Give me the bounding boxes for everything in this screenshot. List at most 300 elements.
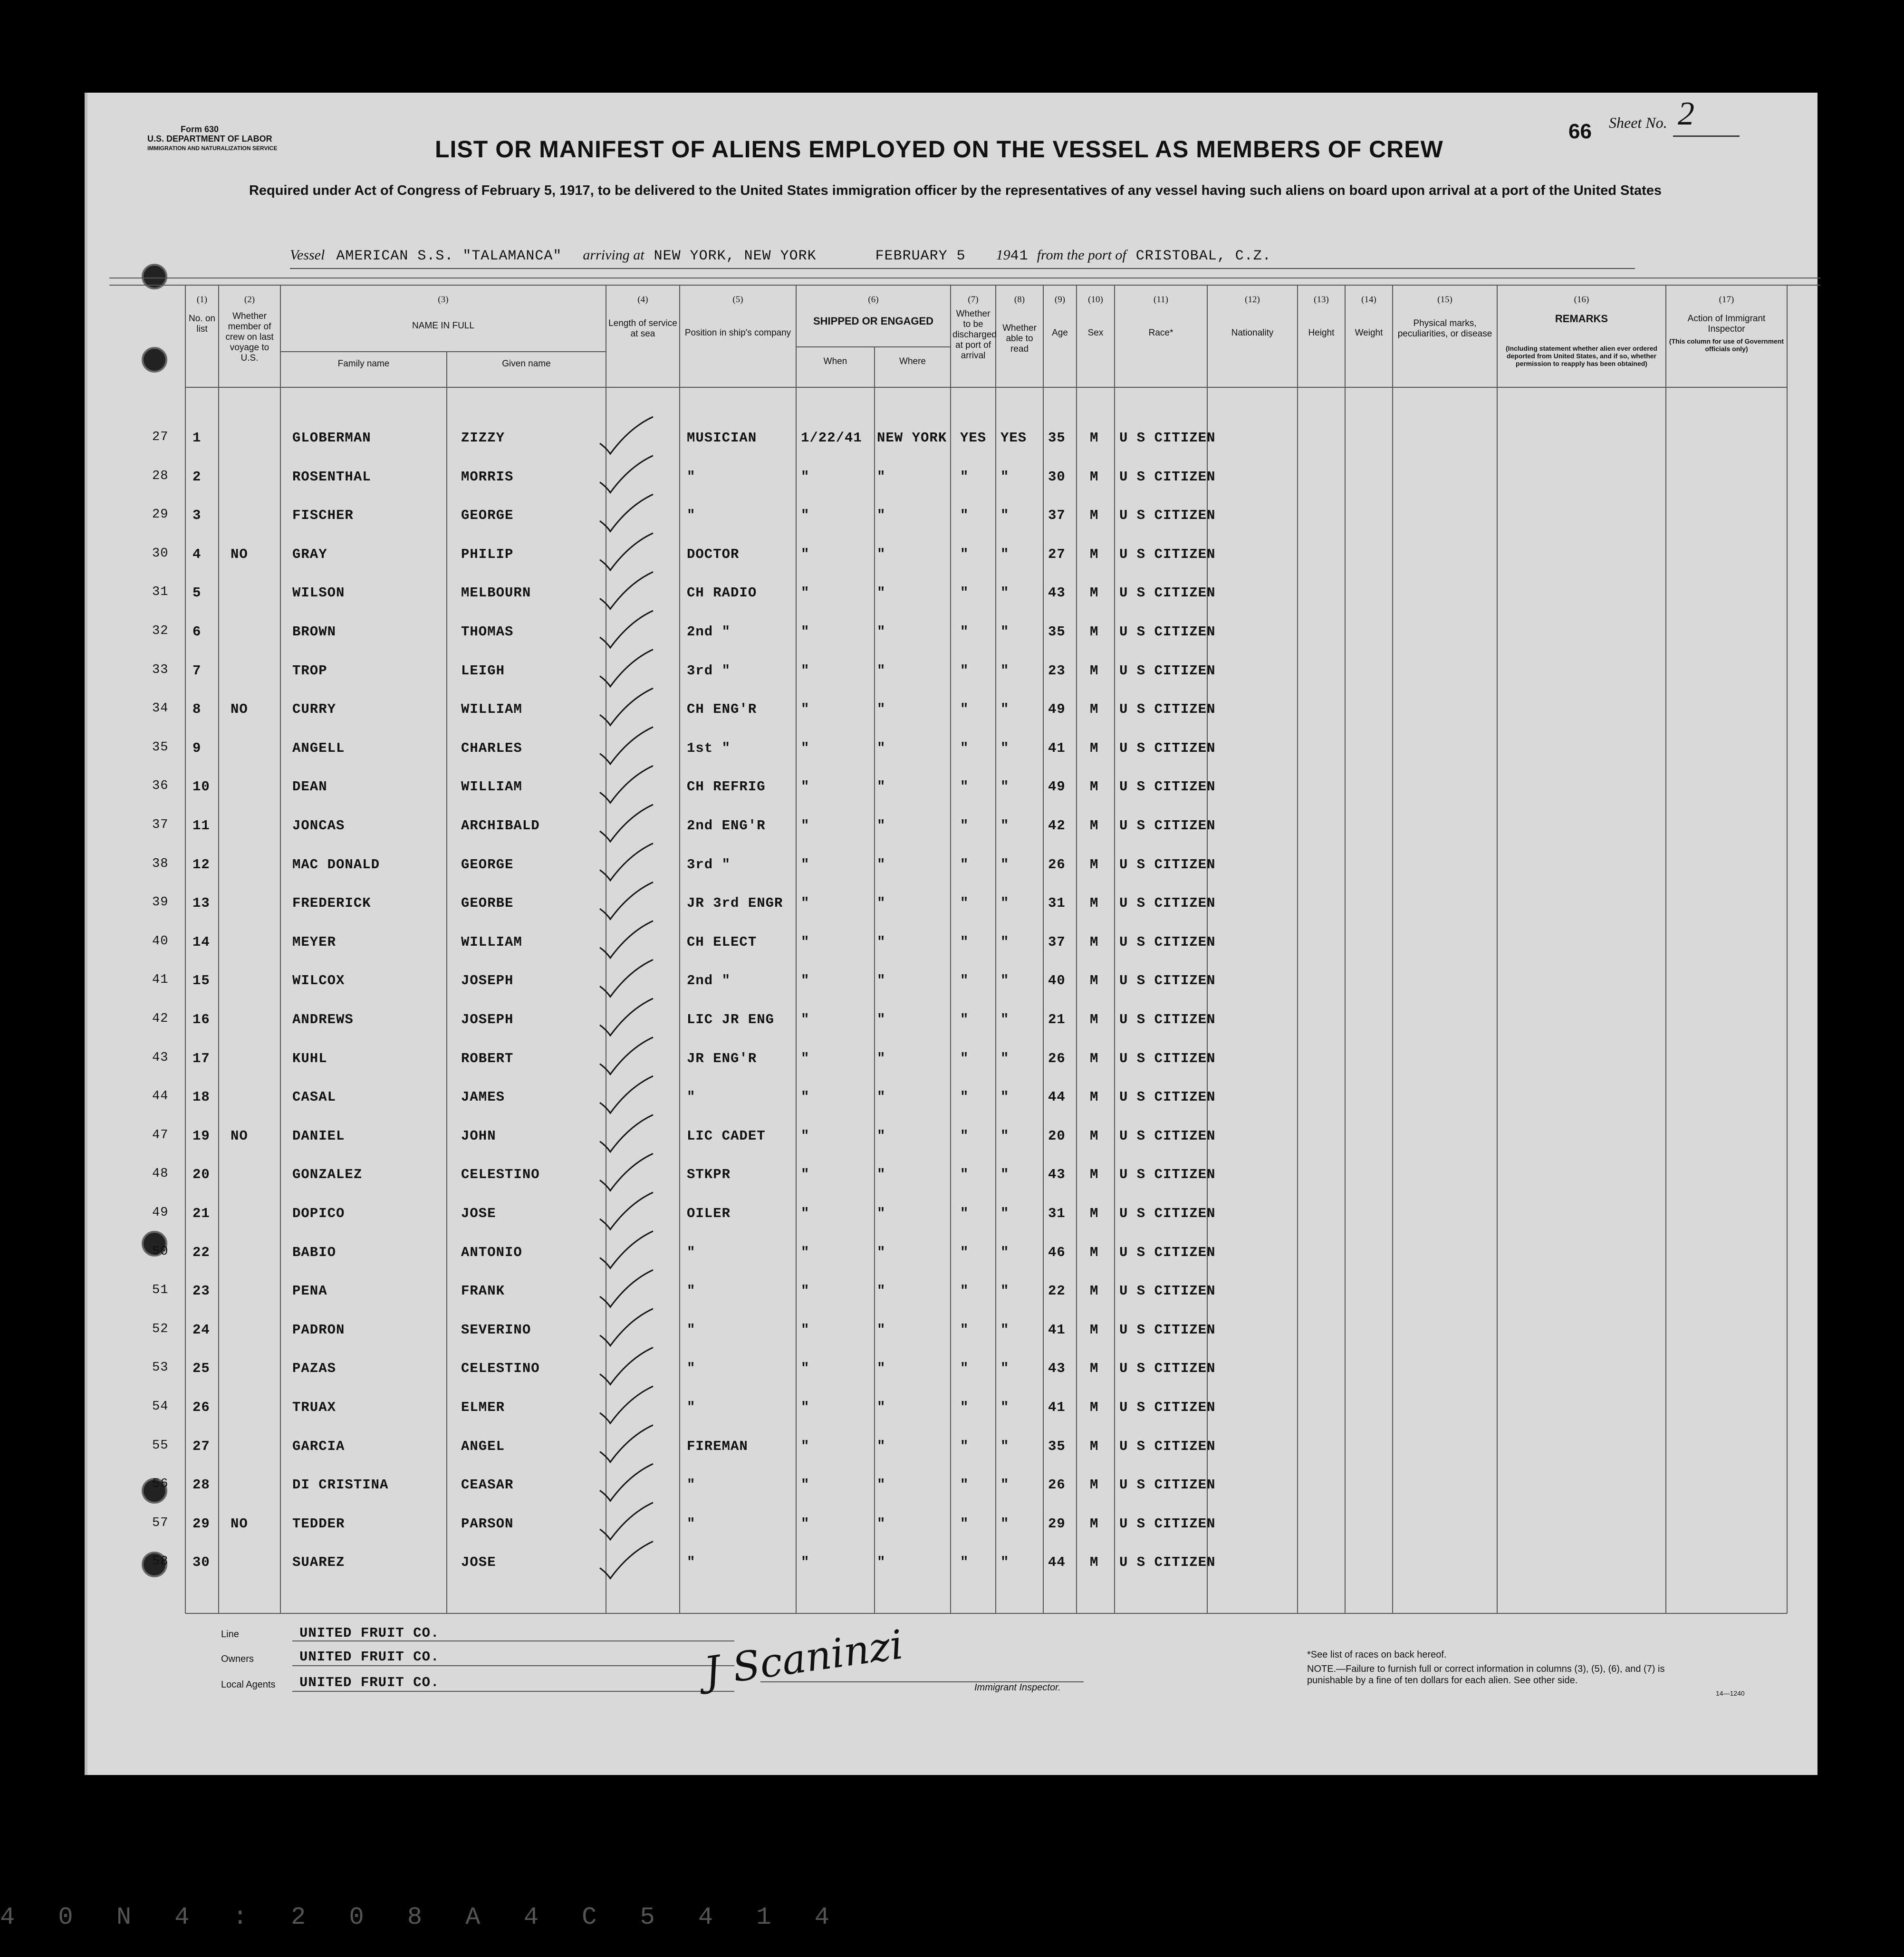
sex-cell: M <box>1090 585 1099 601</box>
position-cell: CH REFRIG <box>687 779 766 795</box>
discharged-cell: " <box>960 585 969 601</box>
position-cell: " <box>687 1361 696 1377</box>
shipped-where-cell: " <box>877 585 886 601</box>
list-number: 10 <box>192 779 210 795</box>
given-name-cell: CHARLES <box>461 740 522 756</box>
inspector-signature: J Scaninzi <box>701 1621 906 1695</box>
check-mark <box>600 1425 653 1462</box>
list-number: 23 <box>192 1283 210 1299</box>
list-number: 7 <box>192 662 202 679</box>
margin-line-number: 54 <box>152 1400 169 1414</box>
discharged-cell: YES <box>960 430 987 446</box>
race-cell: U S CITIZEN <box>1119 508 1216 524</box>
family-name-cell: DANIEL <box>292 1128 345 1144</box>
given-name-cell: ARCHIBALD <box>461 818 540 834</box>
shipped-when-cell: " <box>801 469 810 485</box>
able-to-read-cell: " <box>1000 585 1010 601</box>
shipped-when-cell: " <box>801 1050 810 1066</box>
margin-line-number: 28 <box>152 469 169 483</box>
race-cell: U S CITIZEN <box>1119 624 1216 640</box>
footer-owners-value: UNITED FRUIT CO. <box>299 1649 440 1665</box>
column-number: (6) <box>868 295 879 305</box>
list-number: 14 <box>192 934 210 950</box>
able-to-read-cell: " <box>1000 701 1010 718</box>
discharged-cell: " <box>960 818 969 834</box>
check-mark <box>600 805 653 842</box>
check-mark <box>600 456 653 493</box>
age-cell: 22 <box>1048 1283 1066 1299</box>
position-cell: JR ENG'R <box>687 1050 757 1066</box>
race-cell: U S CITIZEN <box>1119 779 1216 795</box>
discharged-cell: " <box>960 1244 969 1260</box>
margin-line-number: 38 <box>152 856 169 871</box>
margin-line-number: 58 <box>152 1554 169 1569</box>
column-header: Whether able to read <box>1002 323 1037 354</box>
discharged-cell: " <box>960 1438 969 1454</box>
position-cell: " <box>687 1283 696 1299</box>
age-cell: 31 <box>1048 895 1066 911</box>
age-cell: 37 <box>1048 934 1066 950</box>
margin-line-number: 30 <box>152 546 169 561</box>
shipped-where-cell: " <box>877 624 886 640</box>
discharged-cell: " <box>960 1477 969 1493</box>
shipped-when-cell: " <box>801 779 810 795</box>
able-to-read-cell: YES <box>1000 430 1027 446</box>
check-mark <box>600 921 653 958</box>
race-cell: U S CITIZEN <box>1119 1244 1216 1260</box>
sheet-value: 2 <box>1678 96 1694 132</box>
shipped-where-cell: " <box>877 701 886 718</box>
age-cell: 44 <box>1048 1089 1066 1105</box>
check-mark <box>600 1309 653 1346</box>
given-name-cell: FRANK <box>461 1283 505 1299</box>
margin-line-number: 55 <box>152 1438 169 1453</box>
shipped-when-cell: " <box>801 585 810 601</box>
column-number: (11) <box>1154 295 1168 305</box>
column-number: (4) <box>637 295 648 305</box>
shipped-where-cell: " <box>877 740 886 756</box>
sex-cell: M <box>1090 701 1099 718</box>
discharged-cell: " <box>960 1400 969 1415</box>
discharged-cell: " <box>960 1050 969 1066</box>
sex-cell: M <box>1090 856 1099 873</box>
list-number: 3 <box>192 508 202 524</box>
discharged-cell: " <box>960 701 969 718</box>
check-mark <box>600 882 653 919</box>
race-cell: U S CITIZEN <box>1119 1400 1216 1415</box>
family-name-cell: FREDERICK <box>292 895 371 911</box>
check-mark <box>600 494 653 531</box>
able-to-read-cell: " <box>1000 662 1010 679</box>
margin-line-number: 52 <box>152 1322 169 1336</box>
footer-agents-rule <box>292 1691 734 1692</box>
margin-line-number: 32 <box>152 624 169 638</box>
family-name-cell: PAZAS <box>292 1361 337 1377</box>
race-cell: U S CITIZEN <box>1119 973 1216 989</box>
sex-cell: M <box>1090 895 1099 911</box>
able-to-read-cell: " <box>1000 934 1010 950</box>
shipped-where-cell: " <box>877 1128 886 1144</box>
column-header: Length of service at sea <box>608 318 677 339</box>
shipped-when-cell: " <box>801 895 810 911</box>
position-cell: CH RADIO <box>687 585 757 601</box>
given-name-cell: ANGEL <box>461 1438 505 1454</box>
family-name-cell: ANGELL <box>292 740 345 756</box>
given-name-cell: GEORGE <box>461 508 514 524</box>
shipped-where-cell: " <box>877 469 886 485</box>
last-voyage-cell: NO <box>231 1516 248 1532</box>
shipped-when-cell: " <box>801 508 810 524</box>
family-name-cell: CASAL <box>292 1089 337 1105</box>
given-name-cell: JOSE <box>461 1554 496 1571</box>
sex-cell: M <box>1090 469 1099 485</box>
list-number: 13 <box>192 895 210 911</box>
shipped-where-cell: " <box>877 508 886 524</box>
shipped-where-cell: " <box>877 1554 886 1571</box>
position-cell: FIREMAN <box>687 1438 748 1454</box>
discharged-cell: " <box>960 546 969 562</box>
list-number: 18 <box>192 1089 210 1105</box>
family-name-cell: PADRON <box>292 1322 345 1338</box>
position-cell: " <box>687 1089 696 1105</box>
column-header: Where <box>899 356 926 366</box>
margin-line-number: 41 <box>152 973 169 988</box>
film-strip-code: 4 0 N 4 : 2 0 8 A 4 C 5 4 1 4 <box>0 1903 844 1931</box>
given-name-cell: ZIZZY <box>461 430 505 446</box>
age-cell: 41 <box>1048 740 1066 756</box>
check-mark <box>600 1231 653 1268</box>
age-cell: 26 <box>1048 1477 1066 1493</box>
shipped-when-cell: " <box>801 934 810 950</box>
position-cell: " <box>687 1554 696 1571</box>
discharged-cell: " <box>960 1554 969 1571</box>
shipped-where-cell: NEW YORK <box>877 430 947 446</box>
family-name-cell: TROP <box>292 662 327 679</box>
margin-line-number: 47 <box>152 1128 169 1142</box>
list-number: 20 <box>192 1167 210 1183</box>
form-department: U.S. DEPARTMENT OF LABOR <box>147 134 272 144</box>
position-cell: MUSICIAN <box>687 430 757 446</box>
age-cell: 35 <box>1048 624 1066 640</box>
column-header: Family name <box>337 359 390 369</box>
race-cell: U S CITIZEN <box>1119 1167 1216 1183</box>
arriving-port: NEW YORK, NEW YORK <box>654 248 817 264</box>
shipped-when-cell: 1/22/41 <box>801 430 862 446</box>
column-number: (5) <box>732 295 743 305</box>
able-to-read-cell: " <box>1000 1244 1010 1260</box>
margin-line-number: 51 <box>152 1283 169 1298</box>
age-cell: 41 <box>1048 1400 1066 1415</box>
age-cell: 35 <box>1048 1438 1066 1454</box>
fine-note: NOTE.—Failure to furnish full or correct information in columns (3), (5), (6), and (7) is punishable by a fine of ten dollars for each alien. See other side. <box>1307 1664 1665 1686</box>
family-name-cell: SUAREZ <box>292 1554 345 1571</box>
able-to-read-cell: " <box>1000 546 1010 562</box>
arriving-label: arriving at <box>583 247 644 263</box>
family-name-cell: MEYER <box>292 934 337 950</box>
position-cell: CH ELECT <box>687 934 757 950</box>
sex-cell: M <box>1090 1322 1099 1338</box>
list-number: 19 <box>192 1128 210 1144</box>
position-cell: CH ENG'R <box>687 701 757 718</box>
margin-line-number: 49 <box>152 1206 169 1220</box>
shipped-where-cell: " <box>877 1361 886 1377</box>
list-number: 28 <box>192 1477 210 1493</box>
shipped-when-cell: " <box>801 973 810 989</box>
sex-cell: M <box>1090 1438 1099 1454</box>
sex-cell: M <box>1090 1167 1099 1183</box>
race-cell: U S CITIZEN <box>1119 818 1216 834</box>
able-to-read-cell: " <box>1000 624 1010 640</box>
shipped-when-cell: " <box>801 701 810 718</box>
discharged-cell: " <box>960 856 969 873</box>
race-cell: U S CITIZEN <box>1119 1322 1216 1338</box>
able-to-read-cell: " <box>1000 856 1010 873</box>
able-to-read-cell: " <box>1000 1400 1010 1415</box>
age-cell: 41 <box>1048 1322 1066 1338</box>
family-name-cell: FISCHER <box>292 508 354 524</box>
column-header: SHIPPED OR ENGAGED <box>813 315 934 327</box>
able-to-read-cell: " <box>1000 1089 1010 1105</box>
check-mark <box>600 766 653 803</box>
check-mark <box>600 611 653 648</box>
shipped-where-cell: " <box>877 546 886 562</box>
family-name-cell: DOPICO <box>292 1206 345 1221</box>
shipped-where-cell: " <box>877 1477 886 1493</box>
sex-cell: M <box>1090 1516 1099 1532</box>
age-cell: 27 <box>1048 546 1066 562</box>
discharged-cell: " <box>960 1167 969 1183</box>
race-cell: U S CITIZEN <box>1119 895 1216 911</box>
discharged-cell: " <box>960 934 969 950</box>
sex-cell: M <box>1090 1128 1099 1144</box>
able-to-read-cell: " <box>1000 740 1010 756</box>
race-cell: U S CITIZEN <box>1119 1012 1216 1027</box>
position-cell: 2nd " <box>687 973 731 989</box>
shipped-when-cell: " <box>801 1283 810 1299</box>
family-name-cell: PENA <box>292 1283 327 1299</box>
age-cell: 37 <box>1048 508 1066 524</box>
able-to-read-cell: " <box>1000 1206 1010 1221</box>
age-cell: 26 <box>1048 856 1066 873</box>
column-number: (14) <box>1361 295 1376 305</box>
family-name-cell: JONCAS <box>292 818 345 834</box>
discharged-cell: " <box>960 973 969 989</box>
able-to-read-cell: " <box>1000 1438 1010 1454</box>
position-cell: JR 3rd ENGR <box>687 895 783 911</box>
given-name-cell: PARSON <box>461 1516 514 1532</box>
given-name-cell: JOSE <box>461 1206 496 1221</box>
discharged-cell: " <box>960 1206 969 1221</box>
check-mark <box>600 998 653 1036</box>
position-cell: LIC CADET <box>687 1128 766 1144</box>
position-cell: STKPR <box>687 1167 731 1183</box>
able-to-read-cell: " <box>1000 818 1010 834</box>
margin-line-number: 31 <box>152 585 169 600</box>
sex-cell: M <box>1090 1477 1099 1493</box>
shipped-when-cell: " <box>801 1400 810 1415</box>
sex-cell: M <box>1090 508 1099 524</box>
races-note: *See list of races on back hereof. <box>1307 1650 1447 1660</box>
race-cell: U S CITIZEN <box>1119 1361 1216 1377</box>
column-header: Physical marks, peculiarities, or disease <box>1397 318 1492 339</box>
departure-port: CRISTOBAL, C.Z. <box>1135 248 1271 264</box>
race-cell: U S CITIZEN <box>1119 662 1216 679</box>
sex-cell: M <box>1090 1244 1099 1260</box>
family-name-cell: TRUAX <box>292 1400 337 1415</box>
check-mark <box>600 1076 653 1113</box>
race-cell: U S CITIZEN <box>1119 1089 1216 1105</box>
list-number: 4 <box>192 546 202 562</box>
given-name-cell: WILLIAM <box>461 701 522 718</box>
margin-line-number: 35 <box>152 740 169 755</box>
given-name-cell: WILLIAM <box>461 779 522 795</box>
position-cell: " <box>687 1516 696 1532</box>
given-name-cell: JOHN <box>461 1128 496 1144</box>
given-name-cell: CEASAR <box>461 1477 514 1493</box>
list-number: 5 <box>192 585 202 601</box>
position-cell: " <box>687 1244 696 1260</box>
given-name-cell: SEVERINO <box>461 1322 531 1338</box>
column-number: (13) <box>1314 295 1329 305</box>
check-mark <box>600 959 653 997</box>
race-cell: U S CITIZEN <box>1119 546 1216 562</box>
column-header: (Including statement whether alien ever ordered deported from United States, and if so, whether permission to reapply has been obtained) <box>1506 345 1657 367</box>
sex-cell: M <box>1090 1050 1099 1066</box>
family-name-cell: WILSON <box>292 585 345 601</box>
shipped-where-cell: " <box>877 934 886 950</box>
discharged-cell: " <box>960 1516 969 1532</box>
family-name-cell: DI CRISTINA <box>292 1477 389 1493</box>
family-name-cell: ROSENTHAL <box>292 469 371 485</box>
family-name-cell: BABIO <box>292 1244 337 1260</box>
shipped-where-cell: " <box>877 1516 886 1532</box>
position-cell: 2nd " <box>687 624 731 640</box>
list-number: 16 <box>192 1012 210 1027</box>
check-mark <box>600 1503 653 1540</box>
age-cell: 42 <box>1048 818 1066 834</box>
shipped-where-cell: " <box>877 1244 886 1260</box>
discharged-cell: " <box>960 662 969 679</box>
footer-owners-rule <box>292 1665 734 1666</box>
shipped-when-cell: " <box>801 1361 810 1377</box>
sex-cell: M <box>1090 740 1099 756</box>
position-cell: " <box>687 469 696 485</box>
column-number: (8) <box>1014 295 1025 305</box>
age-cell: 49 <box>1048 701 1066 718</box>
age-cell: 44 <box>1048 1554 1066 1571</box>
margin-line-number: 39 <box>152 895 169 910</box>
race-cell: U S CITIZEN <box>1119 1128 1216 1144</box>
list-number: 1 <box>192 430 202 446</box>
race-cell: U S CITIZEN <box>1119 1438 1216 1454</box>
family-name-cell: GONZALEZ <box>292 1167 363 1183</box>
shipped-when-cell: " <box>801 1438 810 1454</box>
shipped-when-cell: " <box>801 624 810 640</box>
age-cell: 40 <box>1048 973 1066 989</box>
shipped-where-cell: " <box>877 1089 886 1105</box>
able-to-read-cell: " <box>1000 1516 1010 1532</box>
family-name-cell: GRAY <box>292 546 327 562</box>
check-mark <box>600 1347 653 1384</box>
discharged-cell: " <box>960 1322 969 1338</box>
arrival-date: FEBRUARY 5 <box>875 248 966 264</box>
list-number: 21 <box>192 1206 210 1221</box>
column-header: No. on list <box>189 314 215 334</box>
sex-cell: M <box>1090 1400 1099 1415</box>
vessel-label: Vessel <box>290 247 325 263</box>
margin-line-number: 42 <box>152 1012 169 1026</box>
column-header: Whether member of crew on last voyage to U.S. <box>225 311 274 363</box>
column-header: When <box>823 356 847 366</box>
given-name-cell: CELESTINO <box>461 1361 540 1377</box>
discharged-cell: " <box>960 1128 969 1144</box>
race-cell: U S CITIZEN <box>1119 856 1216 873</box>
family-name-cell: TEDDER <box>292 1516 345 1532</box>
sheet-label: Sheet No. <box>1609 114 1667 131</box>
check-mark <box>600 1386 653 1423</box>
family-name-cell: BROWN <box>292 624 337 640</box>
column-header: Sex <box>1087 328 1104 338</box>
sex-cell: M <box>1090 818 1099 834</box>
column-header: Weight <box>1355 328 1383 338</box>
race-cell: U S CITIZEN <box>1119 430 1216 446</box>
shipped-when-cell: " <box>801 1089 810 1105</box>
check-mark <box>600 1464 653 1501</box>
age-cell: 26 <box>1048 1050 1066 1066</box>
given-name-cell: JOSEPH <box>461 973 514 989</box>
family-name-cell: WILCOX <box>292 973 345 989</box>
race-cell: U S CITIZEN <box>1119 585 1216 601</box>
margin-line-number: 36 <box>152 779 169 794</box>
shipped-where-cell: " <box>877 973 886 989</box>
able-to-read-cell: " <box>1000 779 1010 795</box>
given-name-cell: THOMAS <box>461 624 514 640</box>
column-number: (16) <box>1574 295 1589 305</box>
shipped-when-cell: " <box>801 818 810 834</box>
margin-line-number: 43 <box>152 1050 169 1065</box>
list-number: 12 <box>192 856 210 873</box>
last-voyage-cell: NO <box>231 701 248 718</box>
sex-cell: M <box>1090 1206 1099 1221</box>
given-name-cell: WILLIAM <box>461 934 522 950</box>
sex-cell: M <box>1090 624 1099 640</box>
able-to-read-cell: " <box>1000 1050 1010 1066</box>
position-cell: " <box>687 1400 696 1415</box>
position-cell: DOCTOR <box>687 546 740 562</box>
given-name-cell: ELMER <box>461 1400 505 1415</box>
sex-cell: M <box>1090 546 1099 562</box>
footer-line-label: Line <box>221 1629 239 1640</box>
shipped-when-cell: " <box>801 662 810 679</box>
footer-agents-label: Local Agents <box>221 1679 276 1690</box>
able-to-read-cell: " <box>1000 973 1010 989</box>
position-cell: 2nd ENG'R <box>687 818 766 834</box>
shipped-where-cell: " <box>877 1322 886 1338</box>
margin-line-number: 50 <box>152 1244 169 1259</box>
check-mark <box>600 1541 653 1578</box>
age-cell: 31 <box>1048 1206 1066 1221</box>
page-subtitle: Required under Act of Congress of February 5, 1917, to be delivered to the United States immigration officer by the representatives of any vessel having such aliens on board upon arrival at a port of the United States <box>249 183 1662 198</box>
age-cell: 49 <box>1048 779 1066 795</box>
year-prefix: 19 <box>996 247 1010 263</box>
shipped-when-cell: " <box>801 856 810 873</box>
shipped-when-cell: " <box>801 1244 810 1260</box>
age-cell: 46 <box>1048 1244 1066 1260</box>
check-mark <box>600 688 653 725</box>
race-cell: U S CITIZEN <box>1119 1516 1216 1532</box>
family-name-cell: GLOBERMAN <box>292 430 371 446</box>
position-cell: 3rd " <box>687 662 731 679</box>
